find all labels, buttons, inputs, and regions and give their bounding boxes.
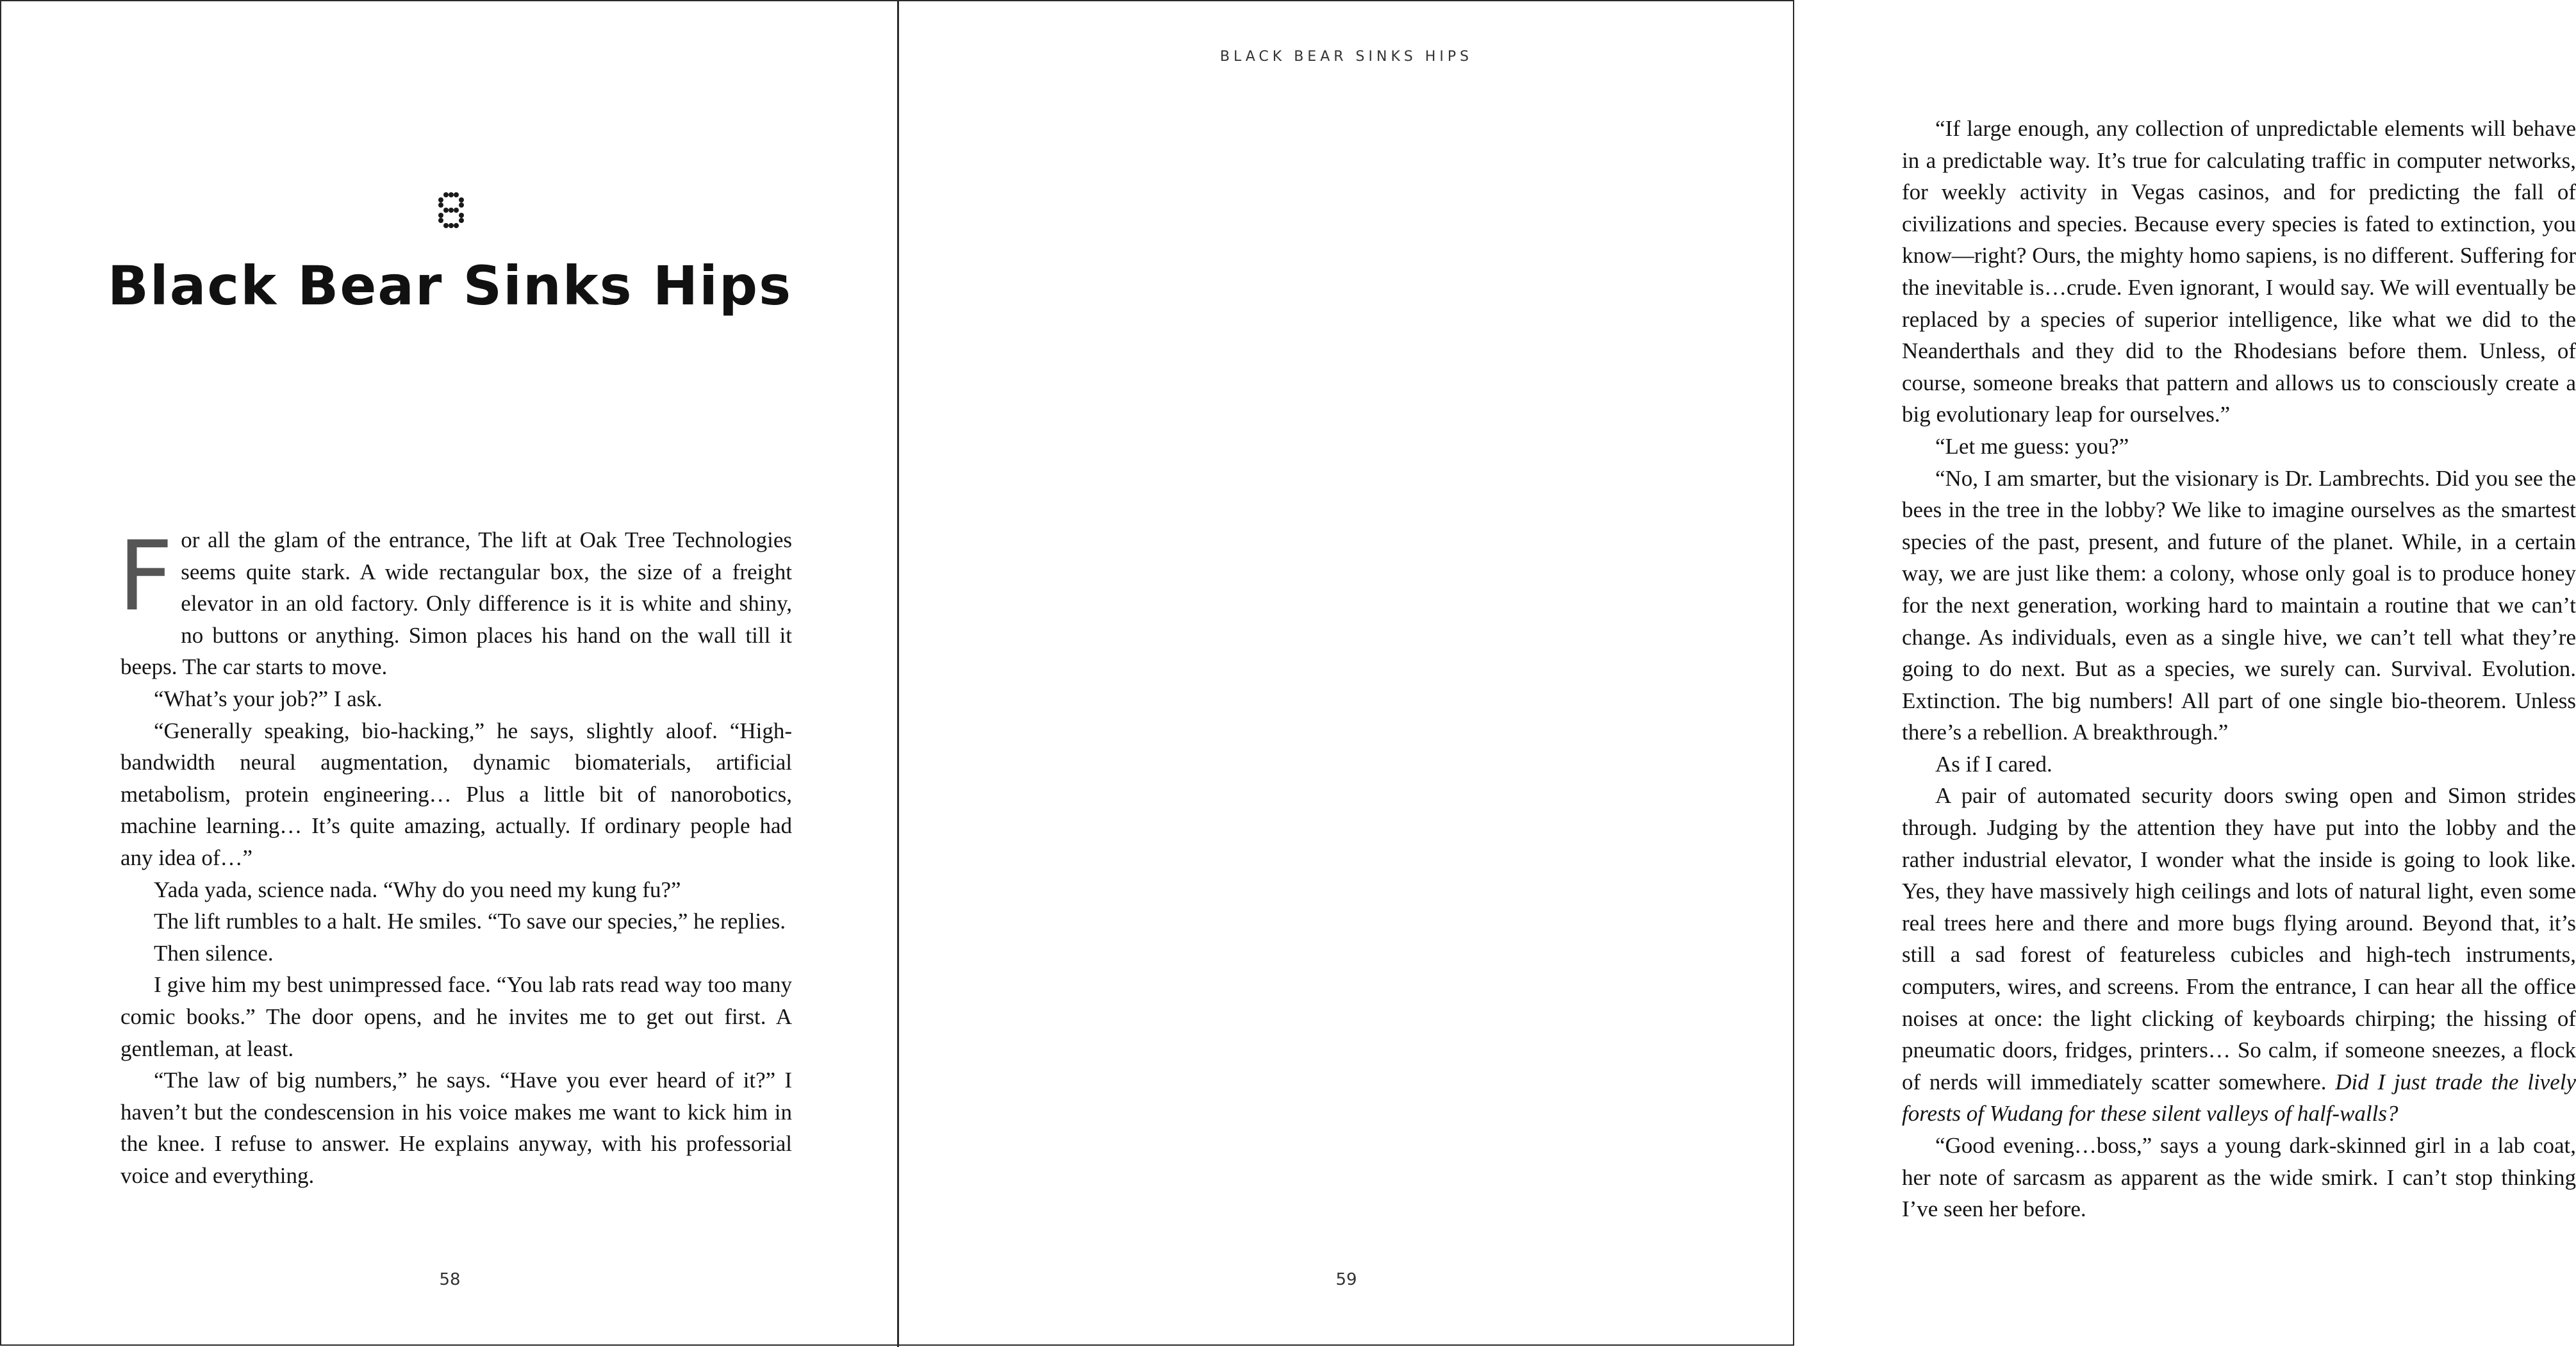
running-head: BLACK BEAR SINKS HIPS — [1219, 49, 1473, 65]
drop-cap: F — [118, 521, 174, 632]
left-body-text — [118, 521, 792, 1191]
chapter-title: Black Bear Sinks Hips — [107, 254, 793, 317]
page-number-right: 59 — [1335, 1270, 1357, 1289]
chapter-number — [438, 192, 464, 232]
paragraph: The lift rumbles to a halt. He smiles. “To save our species,” he replies. — [154, 909, 786, 934]
paragraph: “The law of big numbers,” he says. “Have you ever heard of it?” I haven’t but the condescension in his voice makes me want to kick him in the knee. I refuse to answer. He explains anyway, with his professorial voice and everything. — [120, 1068, 792, 1188]
paragraph: “Good evening…boss,” says a young dark-skinned girl in a lab coat, her note of sarcasm as apparent as the wide smirk. I can’t stop thinking I’ve seen her before. — [1902, 1133, 2576, 1222]
paragraph: “Let me guess: you?” — [1935, 433, 2129, 459]
paragraph: “If large enough, any collection of unpredictable elements will behave in a predictable way. It’s true for calculating traffic in computer networks, for weekly activity in Vegas casinos, and for predicting the fall of civilizations and species. Because every species is fated to extinction, you know—right? Ours, the mighty homo sapiens, is no different. Suffering for the inevitable is…crude. Even ignorant, I would say. We will eventually be replaced by a species of superior intelligence, like what we did to the Neanderthals and they did to the Rhodesians before them. Unless, of course, someone breaks that pattern and allows us to consciously create a big evolutionary leap for ourselves.” — [1902, 116, 2576, 427]
paragraph: For all the glam of the entrance, The lift at Oak Tree Technologies seems quite stark. A wide rectangular box, the size of a freight elevator in an old factory. Only difference is it is white and shiny, no buttons or anything. Simon places his hand on the wall till it beeps. The car starts to move. — [118, 521, 792, 680]
page-number-left: 58 — [439, 1270, 461, 1289]
paragraph: “Generally speaking, bio-hacking,” he says, slightly aloof. “High-bandwidth neural augmentation, dynamic biomaterials, artificial metabolism, protein engineering… Plus a little bit of nanorobotics, machine learning… It’s quite amazing, actually. If ordinary people had any idea of…” — [120, 718, 792, 870]
left-page — [1, 1, 898, 1347]
paragraph: Then silence. — [154, 940, 274, 966]
paragraph: “What’s your job?” I ask. — [154, 686, 383, 711]
paragraph: “No, I am smarter, but the visionary is Dr. Lambrechts. Did you see the bees in the tree in the lobby? We like to imagine ourselves as the smartest species of the past, present, and future of the planet. While, in a certain way, we are just like them: a colony, whose only goal is to produce honey for the next generation, working hard to maintain a routine that we can’t change. As individuals, even as a single hive, we can’t tell what they’re going to do next. But as a species, we surely can. Survival. Evolution. Extinction. The big numbers! All part of one single bio-theorem. Unless there’s a rebellion. A breakthrough.” — [1902, 465, 2576, 745]
paragraph: As if I cared. — [1935, 751, 2052, 777]
right-body-text — [1902, 113, 2576, 1225]
italic-thought: Did I just trade the lively forests of Wudang for these silent valleys of half-walls? — [1902, 1069, 2576, 1127]
paragraph: Yada yada, science nada. “Why do you need my kung fu?” — [154, 877, 681, 902]
paragraph: A pair of automated security doors swing open and Simon strides through. Judging by the attention they have put into the lobby and the rather industrial elevator, I wonder what the inside is going to look like. Yes, they have massively high ceilings and lots of natural light, even some real trees here and there and more bugs flying around. Beyond that, it’s still a sad forest of featureless cubicles and high-tech instruments, computers, wires, and screens. From the entrance, I can hear all the office noises at once: the light clicking of keyboards chirping; the hissing of pneumatic doors, fridges, printers… So calm, if someone sneezes, a flock of nerds will immediately scatter somewhere. Did I just trade the lively forests of Wudang for these silent valleys of half-walls? — [1902, 783, 2576, 1127]
right-page — [898, 1, 2576, 1347]
paragraph: I give him my best unimpressed face. “You lab rats read way too many comic books.” The door opens, and he invites me to get out first. A gentleman, at least. — [120, 972, 792, 1061]
